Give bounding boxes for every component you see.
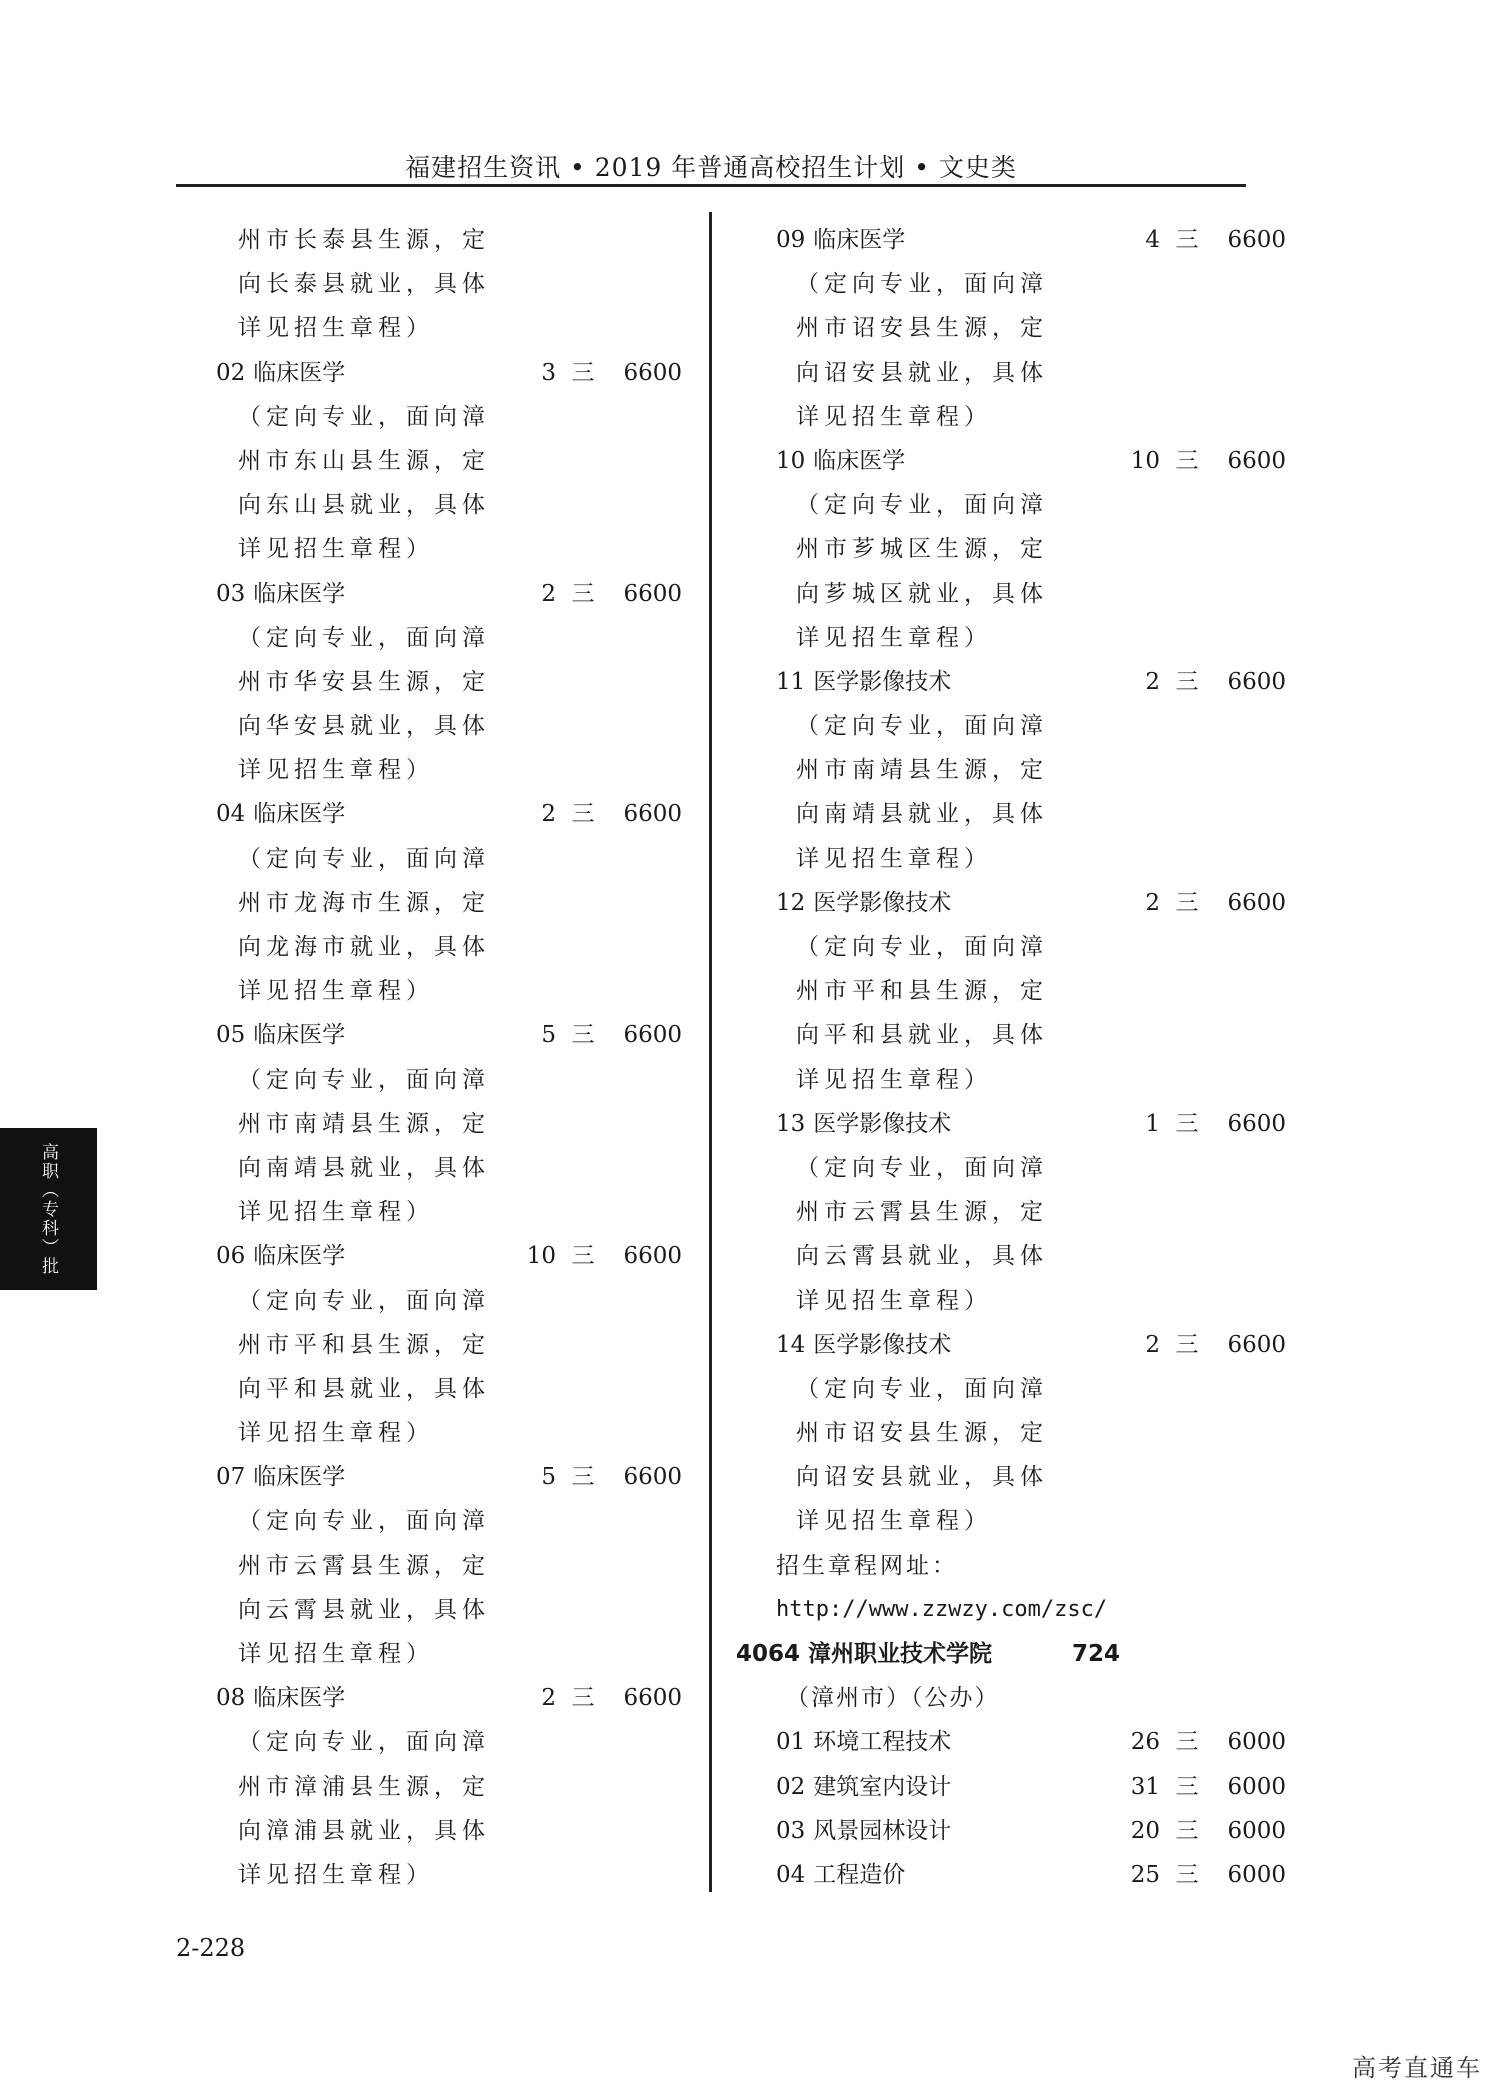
text-line: （定向专业，面向漳 xyxy=(238,624,490,651)
enrollment-count: 5 xyxy=(541,1464,556,1491)
text-line: 详见招生章程） xyxy=(796,624,992,651)
program-row xyxy=(216,1013,682,1057)
text-line: 详见招生章程） xyxy=(238,315,434,342)
text-line: （定向专业，面向漳 xyxy=(796,492,1048,519)
text-line: 详见招生章程） xyxy=(238,978,434,1005)
right-column xyxy=(736,218,1286,1897)
tuition-fee: 6600 xyxy=(623,1022,682,1049)
text-line: （定向专业，面向漳 xyxy=(796,1154,1048,1181)
enrollment-count: 2 xyxy=(541,801,556,828)
tuition-fee: 6600 xyxy=(623,801,682,828)
text-line: 向华安县就业，具体 xyxy=(238,713,490,740)
program-duration: 三 xyxy=(1175,1861,1199,1888)
program-name: 风景园林设计 xyxy=(813,1817,952,1844)
enrollment-count: 10 xyxy=(526,1243,556,1270)
tuition-fee: 6600 xyxy=(623,359,682,386)
text-line: 详见招生章程） xyxy=(796,1287,992,1314)
text-line: 向南靖县就业，具体 xyxy=(796,801,1048,828)
program-row xyxy=(216,572,682,616)
text-line: 向云霄县就业，具体 xyxy=(238,1596,490,1623)
text-line: 州市东山县生源，定 xyxy=(238,447,490,474)
program-row xyxy=(736,1102,1286,1146)
enrollment-count: 20 xyxy=(1130,1817,1160,1844)
enrollment-count: 2 xyxy=(1145,668,1160,695)
text-line: http://www.zzwzy.com/zsc/ xyxy=(776,1596,1108,1622)
program-code: 06 xyxy=(216,1243,246,1270)
program-name: 临床医学 xyxy=(253,1022,346,1049)
text-line: 详见招生章程） xyxy=(238,536,434,563)
tuition-fee: 6600 xyxy=(1227,889,1286,916)
text-line: 招生章程网址： xyxy=(776,1552,958,1579)
enrollment-count: 5 xyxy=(541,1022,556,1049)
program-code: 03 xyxy=(216,580,246,607)
program-name: 临床医学 xyxy=(253,801,346,828)
tuition-fee: 6600 xyxy=(1227,1331,1286,1358)
text-line: 州市漳浦县生源，定 xyxy=(238,1773,490,1800)
text-line: 向诏安县就业，具体 xyxy=(796,359,1048,386)
program-name: 建筑室内设计 xyxy=(813,1773,952,1800)
text-line: 向南靖县就业，具体 xyxy=(238,1154,490,1181)
text-line: （定向专业，面向漳 xyxy=(238,1066,490,1093)
enrollment-count: 25 xyxy=(1130,1861,1160,1888)
text-line: 向漳浦县就业，具体 xyxy=(238,1817,490,1844)
program-row xyxy=(736,218,1286,262)
text-line: （定向专业，面向漳 xyxy=(238,845,490,872)
text-line: 向芗城区就业，具体 xyxy=(796,580,1048,607)
text-line: 州市华安县生源，定 xyxy=(238,668,490,695)
tuition-fee: 6600 xyxy=(623,1685,682,1712)
enrollment-count: 2 xyxy=(1145,1331,1160,1358)
text-line: （漳州市）（公办） xyxy=(786,1685,1000,1712)
section-side-tab xyxy=(0,1128,97,1290)
enrollment-count: 2 xyxy=(541,580,556,607)
program-duration: 三 xyxy=(1175,1729,1199,1756)
program-code: 09 xyxy=(776,227,806,253)
text-line: 州市诏安县生源，定 xyxy=(796,1420,1048,1447)
program-duration: 三 xyxy=(1175,227,1199,253)
text-line: 向云霄县就业，具体 xyxy=(796,1243,1048,1270)
page-number: 2-228 xyxy=(176,1934,246,1962)
tuition-fee: 6000 xyxy=(1227,1729,1286,1756)
enrollment-count: 26 xyxy=(1130,1729,1160,1756)
program-code: 07 xyxy=(216,1464,246,1491)
text-line: （定向专业，面向漳 xyxy=(238,1508,490,1535)
program-code: 13 xyxy=(776,1110,806,1137)
page-header-title: 福建招生资讯 • 2019 年普通高校招生计划 • 文史类 xyxy=(405,153,1017,182)
enrollment-count: 4 xyxy=(1145,227,1160,253)
enrollment-count: 3 xyxy=(541,359,556,386)
text-line: 详见招生章程） xyxy=(796,845,992,872)
text-line: （定向专业，面向漳 xyxy=(796,934,1048,960)
program-code: 03 xyxy=(776,1817,806,1844)
program-name: 临床医学 xyxy=(253,1685,346,1712)
text-line: 向东山县就业，具体 xyxy=(238,492,490,519)
program-row xyxy=(736,1853,1286,1897)
program-name: 临床医学 xyxy=(253,1243,346,1270)
program-code: 01 xyxy=(776,1729,806,1756)
text-line: 州市芗城区生源，定 xyxy=(796,536,1048,563)
program-code: 10 xyxy=(776,447,806,474)
text-line: （定向专业，面向漳 xyxy=(238,403,490,430)
program-duration: 三 xyxy=(571,580,595,607)
enrollment-count: 1 xyxy=(1145,1110,1160,1137)
text-line: 详见招生章程） xyxy=(238,1420,434,1447)
program-row xyxy=(736,1720,1286,1764)
institution-code: 4064 xyxy=(736,1641,801,1667)
program-row xyxy=(216,1234,682,1278)
program-code: 02 xyxy=(216,359,246,386)
text-line: 州市云霄县生源，定 xyxy=(238,1552,490,1579)
tuition-fee: 6000 xyxy=(1227,1773,1286,1800)
tuition-fee: 6600 xyxy=(623,580,682,607)
program-code: 04 xyxy=(776,1861,806,1888)
enrollment-count: 2 xyxy=(1145,889,1160,916)
institution-row xyxy=(736,1632,1256,1676)
text-line: 详见招生章程） xyxy=(796,1508,992,1535)
text-line: 州市平和县生源，定 xyxy=(238,1331,490,1358)
program-row xyxy=(736,439,1286,483)
enrollment-count: 10 xyxy=(1130,447,1160,474)
text-line: 详见招生章程） xyxy=(238,757,434,784)
program-row xyxy=(736,1323,1286,1367)
text-line: 详见招生章程） xyxy=(796,403,992,430)
program-name: 医学影像技术 xyxy=(813,1331,952,1358)
tuition-fee: 6600 xyxy=(1227,447,1286,474)
program-code: 11 xyxy=(776,668,806,695)
program-name: 临床医学 xyxy=(813,227,906,253)
text-line: （定向专业，面向漳 xyxy=(238,1729,490,1756)
program-row xyxy=(736,1765,1286,1809)
text-line: （定向专业，面向漳 xyxy=(796,271,1048,298)
tuition-fee: 6600 xyxy=(623,1243,682,1270)
program-name: 临床医学 xyxy=(813,447,906,474)
program-duration: 三 xyxy=(571,1464,595,1491)
program-duration: 三 xyxy=(1175,1331,1199,1358)
text-line: 向长泰县就业，具体 xyxy=(238,271,490,298)
text-line: （定向专业，面向漳 xyxy=(796,1375,1048,1402)
header-rule xyxy=(176,184,1246,187)
text-line: 详见招生章程） xyxy=(796,1066,992,1093)
side-tab-label: 高职（专科）批 xyxy=(38,1142,58,1276)
left-column xyxy=(216,218,682,1897)
program-code: 12 xyxy=(776,889,806,916)
program-duration: 三 xyxy=(571,1685,595,1712)
program-duration: 三 xyxy=(1175,889,1199,916)
program-name: 环境工程技术 xyxy=(813,1729,952,1756)
text-line: 向平和县就业，具体 xyxy=(796,1022,1048,1049)
tuition-fee: 6000 xyxy=(1227,1817,1286,1844)
text-line: 详见招生章程） xyxy=(238,1861,434,1888)
program-name: 医学影像技术 xyxy=(813,1110,952,1137)
program-code: 08 xyxy=(216,1685,246,1712)
text-line: 州市云霄县生源，定 xyxy=(796,1199,1048,1226)
program-name: 临床医学 xyxy=(253,359,346,386)
text-line: 向诏安县就业，具体 xyxy=(796,1464,1048,1491)
text-line: （定向专业，面向漳 xyxy=(238,1287,490,1314)
text-line: 州市长泰县生源，定 xyxy=(238,227,490,253)
program-duration: 三 xyxy=(571,1022,595,1049)
watermark: 高考直通车 xyxy=(1352,2054,1482,2082)
text-line: 州市平和县生源，定 xyxy=(796,978,1048,1005)
program-name: 医学影像技术 xyxy=(813,889,952,916)
program-code: 02 xyxy=(776,1773,806,1800)
text-line: 州市龙海市生源，定 xyxy=(238,889,490,916)
text-line: 向平和县就业，具体 xyxy=(238,1375,490,1402)
tuition-fee: 6600 xyxy=(1227,1110,1286,1137)
program-duration: 三 xyxy=(1175,668,1199,695)
institution-quota: 724 xyxy=(1072,1641,1121,1667)
tuition-fee: 6600 xyxy=(1227,227,1286,253)
program-name: 医学影像技术 xyxy=(813,668,952,695)
institution-name: 漳州职业技术学院 xyxy=(808,1641,993,1667)
enrollment-count: 31 xyxy=(1130,1773,1160,1800)
tuition-fee: 6600 xyxy=(1227,668,1286,695)
text-line: 州市南靖县生源，定 xyxy=(796,757,1048,784)
program-code: 04 xyxy=(216,801,246,828)
program-row xyxy=(216,1676,682,1720)
tuition-fee: 6000 xyxy=(1227,1861,1286,1888)
text-line: 州市诏安县生源，定 xyxy=(796,315,1048,342)
column-divider xyxy=(709,212,712,1892)
program-name: 临床医学 xyxy=(253,580,346,607)
program-code: 14 xyxy=(776,1331,806,1358)
program-row xyxy=(736,1809,1286,1853)
tuition-fee: 6600 xyxy=(623,1464,682,1491)
program-row xyxy=(736,660,1286,704)
program-row xyxy=(216,351,682,395)
enrollment-count: 2 xyxy=(541,1685,556,1712)
program-code: 05 xyxy=(216,1022,246,1049)
program-duration: 三 xyxy=(1175,447,1199,474)
text-line: 详见招生章程） xyxy=(238,1641,434,1667)
text-line: 详见招生章程） xyxy=(238,1199,434,1226)
text-line: （定向专业，面向漳 xyxy=(796,713,1048,740)
program-duration: 三 xyxy=(571,1243,595,1270)
program-row xyxy=(736,881,1286,925)
program-row xyxy=(216,792,682,836)
program-row xyxy=(216,1455,682,1499)
program-duration: 三 xyxy=(571,359,595,386)
program-duration: 三 xyxy=(1175,1773,1199,1800)
program-duration: 三 xyxy=(1175,1110,1199,1137)
text-line: 州市南靖县生源，定 xyxy=(238,1110,490,1137)
program-name: 工程造价 xyxy=(813,1861,906,1888)
program-duration: 三 xyxy=(1175,1817,1199,1844)
program-duration: 三 xyxy=(571,801,595,828)
program-name: 临床医学 xyxy=(253,1464,346,1491)
text-line: 向龙海市就业，具体 xyxy=(238,934,490,960)
